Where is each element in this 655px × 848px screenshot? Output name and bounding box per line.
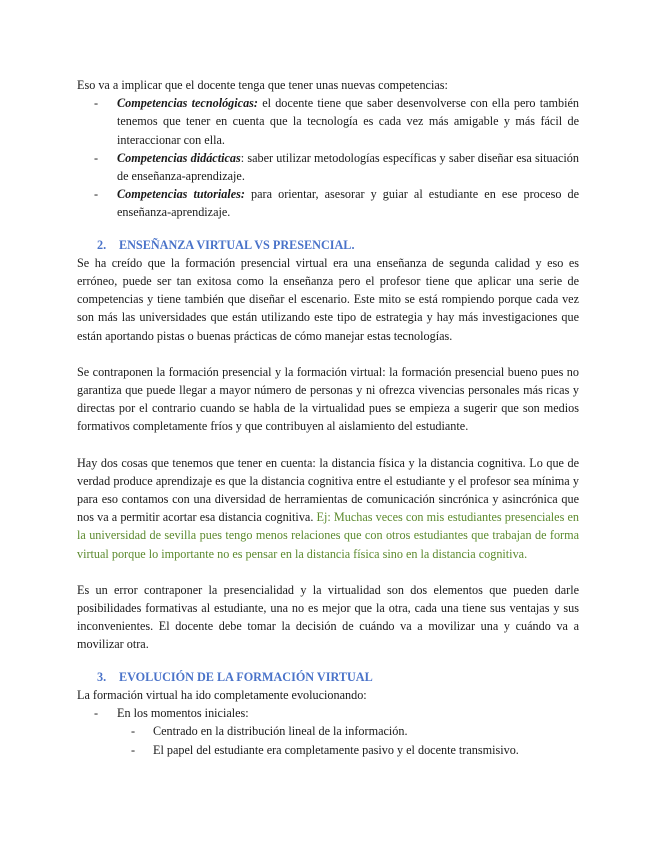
competencia-text: para orientar, asesorar y guiar al estudiante en ese proceso de enseñanza-aprendizaje. (117, 187, 580, 220)
document-page (77, 76, 579, 759)
bullet-dash: - (131, 742, 136, 757)
body-paragraph (77, 454, 579, 563)
competencia-text: el docente tiene que saber desenvolverse con ella pero también tenemos que tener en cuenta que la tecnología es cada vez más amigable y más fácil de interaccionar con ella. (117, 96, 579, 147)
competencia-term: Competencias tutoriales: (117, 187, 245, 202)
bullet-dash: - (94, 150, 99, 165)
competencia-text: : saber utilizar metodologías específicas y saber diseñar esa situación de enseñanza-aprendizaje. (117, 150, 579, 184)
sub-list-item (77, 741, 579, 759)
sub-list-item-text: Centrado en la distribución lineal de la información. (153, 724, 408, 739)
competencia-term: Competencias tecnológicas: (117, 96, 258, 111)
list-item (77, 704, 579, 722)
section-title: EVOLUCIÓN DE LA FORMACIÓN VIRTUAL (119, 669, 373, 684)
section-number: 3. (97, 669, 107, 684)
list-item (77, 185, 579, 221)
list-item (77, 149, 579, 185)
list-item (77, 94, 579, 149)
bullet-dash: - (94, 187, 99, 202)
sub-list-item (77, 722, 579, 740)
example-text: Ej: Muchas veces con mis estudiantes presenciales en la universidad de sevilla pues tengo menos relaciones que con otros estudiantes que trabajan de forma virtual porque lo importante no es pensar en la distancia física sino en la distancia cognitiva. (77, 510, 579, 561)
competencia-term: Competencias didácticas (117, 150, 241, 165)
section-heading (77, 236, 579, 254)
body-text: Hay dos cosas que tenemos que tener en cuenta: la distancia física y la distancia cognitiva. Lo que de verdad produce aprendizaje es que la distancia cognitiva entre el estudiante y el profesor sea mínima y para eso contamos con una diversidad de herramientas de comunicación sincrónica y asincrónica que nos va a permitir acortar esa distancia cognitiva. (77, 455, 579, 525)
body-paragraph: Se ha creído que la formación presencial virtual era una enseñanza de segunda calidad y eso es erróneo, puede ser tan exitosa como la enseñanza pero el profesor tiene que aplicar una serie de competencias y tiene también que diseñar el escenario. Este mito se está rompiendo porque cada vez son más las universidades que están utilizando este tipo de estrategia y hay más investigaciones que están aportando pistas o buenas prácticas de cómo manejar estas tecnologías. (77, 255, 579, 343)
body-paragraph: Se contraponen la formación presencial y la formación virtual: la formación presencial bueno pues no garantiza que puede llegar a mayor número de personas y ni ofrezca vivencias personales más ricas y directas por el contrario cuando se habla de la virtualidad pues se empieza a sugerir que son medios formativos completamente fríos y que contribuyen al aislamiento del estudiante. (77, 364, 579, 434)
list-item-text: En los momentos iniciales: (117, 706, 249, 721)
section-number: 2. (97, 237, 107, 252)
intro-paragraph: Eso va a implicar que el docente tenga que tener unas nuevas competencias: (77, 78, 448, 92)
body-paragraph: Es un error contraponer la presencialidad y la virtualidad son dos elementos que pueden darle posibilidades formativas al estudiante, una no es mejor que la otra, cada una tiene sus ventajas y sus inconvenientes. El docente debe tomar la decisión de cuándo va a movilizar una y cuándo va a movilizar otra. (77, 582, 579, 652)
section-title: ENSEÑANZA VIRTUAL VS PRESENCIAL. (119, 237, 355, 252)
bullet-dash: - (94, 706, 99, 721)
section-heading (77, 668, 579, 686)
body-paragraph: La formación virtual ha ido completamente evolucionando: (77, 687, 367, 702)
bullet-dash: - (94, 96, 99, 111)
sub-list-item-text: El papel del estudiante era completamente pasivo y el docente transmisivo. (153, 742, 519, 757)
bullet-dash: - (131, 724, 136, 739)
